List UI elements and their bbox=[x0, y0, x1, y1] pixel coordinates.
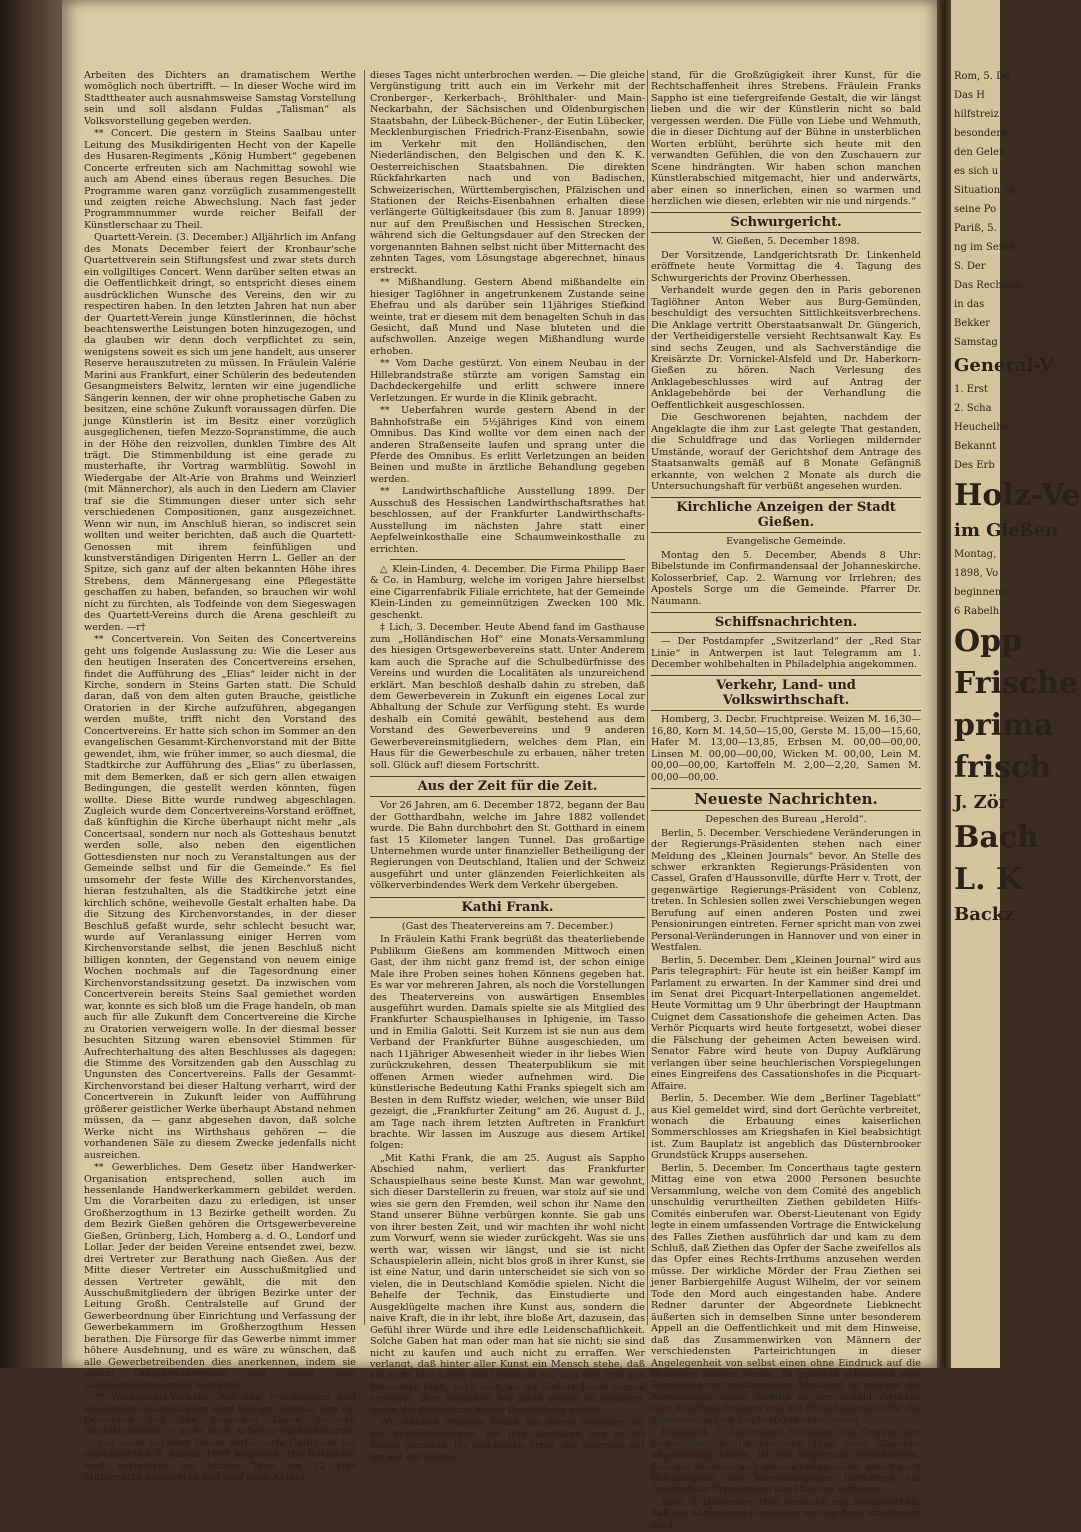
adjacent-page-line: seine Po bbox=[954, 204, 997, 215]
adjacent-page-line: es sich u bbox=[954, 166, 999, 177]
adjacent-page-line: Bekannt bbox=[954, 441, 997, 452]
section-heading-schwurgericht: Schwurgericht. bbox=[651, 212, 921, 233]
adjacent-page-line: Situation zu bbox=[954, 185, 1016, 196]
adjacent-page-line: General-V bbox=[954, 355, 1054, 376]
adjacent-page-line: Heuchelhe bbox=[954, 422, 1009, 433]
article-kathi-frank-2: „Mit Kathi Frank, die am 25. August als Sappho Abschied nahm, verliert das Frankfurter Schauspielhaus seine beste Kunst. Man war gewohnt, sich dieser Darstellerin zu freuen, war stolz auf sie und wies sie gern den Fremden, weil schon ihr Name den Stand unserer Bühne verbürgen konnte. Sie gab uns von ihrer besten Zeit, und wir machten ihr wohl nicht zum Vorwurf, wenn sie wieder zurückgeht. Was sie uns werth war, wissen wir längst, und sie ist nicht Schauspielerin allein, nicht blos groß in ihrer Kunst, sie ist eine Natur, und darin unterscheidet sie sich von so vielen, die in Deutschland Komödie spielen. Nicht die Behelfe der Technik, das Einstudierte und Ausgeklügelte machen ihre Kunst aus, sondern die naive Kraft, die in ihr lebt, ihre bloße Art, dazusein, das Gefühl ihrer Würde und ihre edle Leidenschaftlichkeit. Solche Gaben hat man oder man hat sie nicht; sie sind nicht zu kaufen und auch nicht zu erraffen. Wer verlangt, daß hinter aller Kunst ein Mensch stehe, daß sie nicht blos Larve und Grimasse sei, und wer froh den Menschen fühlt, auch dort, wo die äußere Kunst einmal versagte, dem brauchen wir nicht weiter zu erklären, worin die Bedeutung dieser Darstellerin gipfelt. bbox=[370, 1152, 645, 1416]
article-news-4: Berlin, 5. December. Im Concerthaus tagte gestern Mittag eine von etwa 2000 Personen besuchte Versammlung, welche von dem Comité des angeblich unschuldig verurtheilten Ziethen gebildeten Hilfs-Comités einberufen war. Oberst-Lieutenant von Egidy legte in einem umfassenden Vortrage die Entwickelung des Falles Ziethen ausführlich dar und kam zu dem Schluß, daß Ziethen das Opfer der Sache zweifellos als das Opfer eines Rechts-Irrthums anzusehen werden müsse. Der wirkliche Mörder der Frau Ziethen sei jener Barbiergehilfe August Wilhelm, der vor seinem Tode den Mord auch eingestanden habe. Andere Redner darunter der Abgeordnete Liebknecht äußerten sich in demselben Sinne unter besonderem Appell an die Oeffentlichkeit und mit dem Hinweise, daß das Zusammenwirken von Männern der verschiedensten Parteirichtungen in dieser Angelegenheit von selbst einen ohne Eindruck auf die Behörden bleiben werde. Es gelangte schließlich eine Resolution zur einstimmigen Annahme, in welcher die Anwesenden ihrem Zweifel an der Schuld Ziethens zum Ausdruck bringen und mit Entschiedenheit für die Wiederaufnahme des Verfahrens eintreten. bbox=[651, 1162, 921, 1426]
article-continuation: dieses Tages nicht unterbrochen werden. — Die gleiche Vergünstigung tritt auch ein im Verkehr mit der Cronberger-, Kerkerbach-, Bröhlthaler- und Main-Neckarbahn, der Sächsischen und Oldenburgischen Staatsbahn, der Lübeck-Büchener-, der Eutin Lübecker, Mecklenburgischen Friedrich-Franz-Eisenbahn, sowie im Verkehr mit den Holländischen, den Niederländischen, den Belgischen und den K. K. Oesterreichischen Staatsbahnen. Die direkten Rückfahrkarten nach und von Badischen, Schweizerischen, Württembergischen, Pfälzischen und Stationen der Reichs-Eisenbahnen erhalten diese verlängerte Gültigkeitsdauer (bis zum 8. Januar 1899) nur auf den Preußischen und Hessischen Strecken, während sich die Geltungsdauer auf den Strecken der vorgenannten Bahnen selbst nicht über Mitternacht des zehnten Tages, vom Lösungstage abgerechnet, hinaus erstreckt. bbox=[370, 70, 645, 276]
adjacent-page-line: 1. Erst bbox=[954, 384, 988, 395]
divider bbox=[390, 559, 625, 560]
section-heading-kathi-frank: Kathi Frank. bbox=[370, 897, 645, 918]
article-schwurgericht-2: Verhandelt wurde gegen den in Paris geborenen Taglöhner Anton Weber aus Burg-Gemünden, beschuldigt des versuchten Sittlichkeitsverbrechens. Die Anklage vertritt Oberstaatsanwalt Dr. Güngerich, der Vertheidigerstelle versieht Rechtsanwalt Kay. Es sind sechs Zeugen, und als Sachverständige die Kreisärzte Dr. Vornickel-Alsfeld und Dr. Haberkorn-Gießen zu hören. Nach Verlesung des Anklagebeschlusses wird auf Antrag der Anklagebehörde bei der Verhandlung die Oeffentlichkeit ausgeschlossen. bbox=[651, 285, 921, 411]
adjacent-page-line: frisch bbox=[954, 750, 1052, 785]
article-gotthardbahn: Vor 26 Jahren, am 6. December 1872, begann der Bau der Gotthardbahn, welche im Jahre 1882 vollendet wurde. Die Bahn durchbohrt den St. Gotthard in einem fast 15 Kilometer langen Tunnel. Das großartige Unternehmen wurde unter finanzieller Betheiligung der Regierungen von Deutschland, Italien und der Schweiz ausgeführt und unter glänzenden Feierlichkeiten als völkerverbindendes Werk dem Verkehr übergeben. bbox=[370, 800, 645, 892]
column-2 bbox=[370, 70, 645, 1464]
article-ueberfahren: ** Ueberfahren wurde gestern Abend in der Bahnhofstraße ein 5½jähriges Kind von einem Omnibus. Das Kind wollte vor dem einen nach der anderen Straßenseite laufen und sprang unter die Pferde des Omnibus. Es erlitt Verletzungen an beiden Beinen und mußte in ärztliche Behandlung gegeben werden. bbox=[370, 405, 645, 485]
section-subheading: Evangelische Gemeinde. bbox=[726, 536, 846, 548]
adjacent-page-line: prima bbox=[954, 708, 1054, 743]
adjacent-page-line: 1898, Vo bbox=[954, 568, 999, 579]
column-3 bbox=[651, 70, 921, 1532]
article-schwurgericht-1: Der Vorsitzende, Landgerichtsrath Dr. Linkenheld eröffnete heute Vormittag die 4. Tagung des Schwurgerichts der Provinz Oberhessen. bbox=[651, 249, 921, 284]
adjacent-page-line: Das Rechnun bbox=[954, 280, 1022, 291]
adjacent-page-line: Frische bbox=[954, 666, 1079, 701]
adjacent-page-line: 6 Rabelh bbox=[954, 606, 1000, 617]
column-rule bbox=[364, 70, 365, 1325]
article-news-1: Berlin, 5. December. Verschiedene Veränderungen in der Regierungs-Präsidenten stehen nach einer Meldung des „Kleinen Journals“ bevor. An Stelle des schwer erkrankten Regierungs-Präsidenten von Cassel, Grafen d'Haussonville, dürfte Herr v. Trott, der gegenwärtige Regierungs-Präsident von Coblenz, treten. In Schlesien sollen zwei Verschiebungen wegen Berufung auf einen anderen Posten und zwei Pensionirungen eintreten. Ferner spricht man von zwei Personal-Veränderungen in Hannover und von einer in Westfalen. bbox=[651, 827, 921, 954]
article-schwurgericht-3: Die Geschworenen bejahten, nachdem der Angeklagte die ihm zur Last gelegte That gestanden, die Schuldfrage und das Vorliegen mildernder Umstände, worauf der Gerichtshof dem Antrage des Staatsanwalts gemäß auf 8 Monate Gefängniß erkannte, von welchen 2 Monate als durch die Untersuchungshaft für verbüßt angesehen wurden. bbox=[651, 412, 921, 492]
adjacent-page-fragment bbox=[951, 0, 1081, 1368]
adjacent-page-line: Das H bbox=[954, 90, 986, 101]
article-vom-dache: ** Vom Dache gestürzt. Von einem Neubau in der Hillebrandstraße stürzte am vorigen Samstag ein Dachdeckergehilfe und erlitt schwere innere Verletzungen. Er wurde in die Klinik gebracht. bbox=[370, 358, 645, 404]
adjacent-page-line: Samstag bbox=[954, 337, 998, 348]
adjacent-page-line: Bach bbox=[954, 820, 1039, 855]
article-misshandlung: ** Mißhandlung. Gestern Abend mißhandelte ein hiesiger Taglöhner in angetrunkenem Zustande seine Ehefrau und als darüber sein 11jähriges Stiefkind weinte, trat er diesem mit dem benagelten Schuh in das Gesicht, daß Mund und Nase bluteten und die aufschwollen. Anzeige wegen Mißhandlung wurde erhoben. bbox=[370, 277, 645, 357]
adjacent-page-line: in das bbox=[954, 299, 985, 310]
article-fruchtpreise: Homberg, 3. Decbr. Fruchtpreise. Weizen M. 16,30—16,80, Korn M. 14,50—15,00, Gerste M. 15,00—15,60, Hafer M. 13,00—13,85, Erbsen M. 00,00—00,00, Linsen M. 00,00—00,00, Wicken M. 00,00, Lein M. 00,00—00,00, Kartoffeln M. 2,00—2,20, Samen M. 00,00—00,00. bbox=[651, 714, 921, 783]
adjacent-page-line: L. K bbox=[954, 862, 1023, 897]
adjacent-page-line: den Geleit bbox=[954, 147, 1007, 158]
article-weihnachts-verkehr: ** Weihnachts-Verkehr. Auf den Preußischen und Hessischen Staatsbahnen wird den am Sonntag den 18. December und den folgenden Tagen gelösten Rückfahrkarten — nicht auch Arbeiter-Rückfahrkarten — von sonst kürzerer Dauer verlängerte Gültigkeit bis einschließlich 8. Januar 1899 beigelegt. Die Rückfahrt muß spätestens am letzten Tage um 12 Uhr Mitternacht angetreten und darf nach Ablauf bbox=[84, 1392, 356, 1484]
article-kathi-frank-1: In Fräulein Kathi Frank begrüßt das theaterliebende Publikum Gießens am kommenden Mittwoch einen Gast, der ihm nicht ganz fremd ist, der schon einige Male ihre Proben seines hohen Könnens gegeben hat. Es war vor mehreren Jahren, als noch die Vorstellungen des Theatervereins von auswärtigen Ensembles ausgeführt wurden. Damals spielte sie als Mitglied des Frankfurter Schauspielhauses in Iphigenie, im Tasso und in Emilia Galotti. Seit Kurzem ist sie nun aus dem Verband der Frankfurter Bühne ausgeschieden, um nach 11jähriger Abwesenheit wieder in ihr liebes Wien zurückzukehren, dessen Theaterpublikum sie mit offenen Armen wieder aufnehmen wird. Die künstlerische Bedeutung Kathi Franks spiegelt sich am Besten in dem Ruffstz wieder, welchen, wie unser Bild gezeigt, die „Frankfurter Zeitung“ am 26. August d. J., am Tage nach ihrem letzten Auftreten in Frankfurt brachte. Wir lassen im Auszuge aus diesem Artikel folgen: bbox=[370, 934, 645, 1152]
adjacent-page-line: Bekker bbox=[954, 318, 991, 329]
adjacent-page-line: S. Der bbox=[954, 261, 986, 272]
article-news-3: Berlin, 5. December. Wie dem „Berliner Tageblatt“ aus Kiel gemeldet wird, sind dort Gerüchte verbreitet, wonach die Erbauung eines kaiserlichen Sommerschlosses am Kriegshafen in Kiel beabsichtigt ist. Zum Bauplatz ist angeblich das Düsternbrooker Grundstück Krupps ausersehen. bbox=[651, 1093, 921, 1162]
adjacent-page-line: beginnend bbox=[954, 587, 1008, 598]
section-heading-schiffsnachrichten: Schiffsnachrichten. bbox=[651, 612, 921, 633]
adjacent-page-line: 2. Scha bbox=[954, 403, 992, 414]
adjacent-page-line: Opp bbox=[954, 624, 1023, 659]
section-heading-verkehr: Verkehr, Land- und Volkswirthschaft. bbox=[651, 675, 921, 711]
article-concertverein: ** Concertverein. Von Seiten des Concertvereins geht uns folgende Auslassung zu: Wie die Leser aus den heutigen Inseraten des Concertvereins ersehen, findet die Aufführung des „Elias“ leider nicht in der Kirche, sondern in Steins Garten statt. Die Schuld daran, daß von dem alten guten Brauche, geistliche Oratorien in der Kirche aufzuführen, abgegangen werden mußte, trifft nicht den Vorstand des Concertvereins. Er hatte sich schon im Sommer an den evangelischen Gesammt-Kirchenvorstand mit der Bitte gewendet, ihm, wie früher immer, so auch diesmal, die Stadtkirche zur Aufführung des „Elias“ zu überlassen, mit dem Bemerken, daß er sich gern allen etwaigen Bedingungen, die gestellt werden könnten, fügen wollte. Diese Bitte wurde rundweg abgeschlagen. Zugleich wurde dem Concertvereins-Vorstand eröffnet, daß künftighin die Kirche überhaupt nicht mehr „als Concertsaal, sondern nur noch als Gotteshaus benutzt werden solle, also neben den eigentlichen Gottesdiensten nur noch zu Veranstaltungen aus der Gemeinde selbst und für die Gemeinde.“ Es fiel umsomehr der feste Wille des Kirchenvorstandes, hieran festzuhalten, als die Stadtkirche jetzt eine kirchlich schöne, weihevolle Gestalt erhalten habe. Da die Sitzung des Kirchenvorstandes, in der dieser Beschluß gefaßt wurde, sehr schlecht besucht war, wurde auf Veranlassung einiger Herren vom Kirchenvorstande selbst, die jenen Beschluß nicht billigen konnten, der Gegenstand von neuem einige Wochen nochmals auf die Tagesordnung einer Kirchenvorstandssitzung gesetzt. Da inzwischen vom Concertverein bereits Steins Saal gemiethet worden war, konnte es sich bloß um die Frage handeln, ob man auch für alle Zukunft dem Concertvereine die Kirche zu Oratorien verweigern wolle. In der diesmal besser besuchten Sitzung waren ebensoviel Stimmen für Aufrechterhaltung des alten Beschlusses als dagegen; die Stimme des Vorsitzenden gab den Ausschlag zu Ungunsten des Concertvereins. Falls der Gesammt-Kirchenvorstand bei dieser Haltung verharrt, wird der Concertverein in Zukunft leider von Aufführung größerer geistlicher Werke überhaupt Abstand nehmen müssen, da — ganz abgesehen davon, daß solche Werke nicht ins Wirthshaus gehören — die vorhandenen Säle zu diesem Zwecke jedenfalls nicht ausreichen. bbox=[84, 634, 356, 1161]
article-kirchliche-anzeigen: Montag den 5. December, Abends 8 Uhr: Bibelstunde im Confirmandensaal der Johanneskirche. Kolosserbrief, Cap. 2. Warnung vor Irrlehren; des Apostels Sorge um die Gemeinde. Pfarrer Dr. Naumann. bbox=[651, 549, 921, 607]
section-subheading: Depeschen des Bureau „Herold“. bbox=[705, 814, 867, 826]
adjacent-page-line: Rom, 5. De bbox=[954, 71, 1011, 82]
article-lich: ‡ Lich, 3. December. Heute Abend fand im Gasthause zum „Holländischen Hof“ eine Monats-Versammlung des hiesigen Ortsgewerbevereins statt. Unter Anderem kam auch die Sprache auf die Schulbedürfnisse des Vereins und wurden die Localitäten als unzureichend erklärt. Man beschloß deshalb dahin zu streben, daß dem Gewerbeverein in Zukunft ein eigenes Local zur Abhaltung der Schule zur Verfügung steht. Es wurde deshalb ein Comité gewählt, bestehend aus dem Vorstand des Gewerbevereins und 9 anderen Gewerbevereinsmitgliedern, welches dem Plan, ein Haus für die Gewerbeschule zu erbauen, näher treten soll. Glück auf! diesem Fortschritt. bbox=[370, 622, 645, 771]
adjacent-page-line: Montag, bbox=[954, 549, 997, 560]
adjacent-page-line: J. Zör bbox=[954, 792, 1009, 813]
adjacent-page-line: Des Erb bbox=[954, 460, 995, 471]
article-news-6: Rom, 5. December. Hier verlautet mit Bestimmtheit, daß die Abrüstungs-Conferenz erst im April stattfinden wird. bbox=[651, 1496, 921, 1531]
section-subheading: (Gast des Theatervereins am 7. December.) bbox=[401, 920, 614, 932]
article-news-2: Berlin, 5. December. Dem „Kleinen Journal“ wird aus Paris telegraphirt: Für heute ist ein heißer Kampf im Parlament zu erwarten. In der Kammer sind drei und im Senat drei Picquart-Interpellationen angemeldet. Heute Vormittag um 9 Uhr überbringt der Hauptmann Cuignet dem Cassationshofe die geheimen Acten. Das Verhör Picquarts wird heute fortgesetzt, wobei dieser die Fälschung der geheimen Acten beweisen wird. Senator Fabre wird heute von Dupuy Aufklärung verlangen über seine heuchlerischen Vorspiegelungen eines Eingreifens des Cassationshofes in die Picquart-Affaire. bbox=[651, 954, 921, 1092]
adjacent-page-text bbox=[951, 70, 1081, 926]
adjacent-page-line: im Gießen bbox=[954, 520, 1059, 541]
adjacent-page-line: ng im Senat bbox=[954, 242, 1016, 253]
section-heading-kirchliche-anzeigen: Kirchliche Anzeigen der Stadt Gießen. bbox=[651, 497, 921, 533]
article-news-5: Budapest, 5. December. Nachdem die Organe der Opposition für die nächsten Tage neue Skandale angekündigt haben, ist die Regierung entschlossen, falls die Meldung sich bewahrheiten sollte, sofort nach Bekanntgabe der Vereinbarungen betreffend ein Indemnitäts Provisorium das Haus zu vertagen. bbox=[651, 1427, 921, 1496]
article-landwirthschaft: ** Landwirthschaftliche Ausstellung 1899. Der Ausschuß des Hessischen Landwirthschaftsrathes hat beschlossen, auf der Frankfurter Landwirthschafts-Ausstellung im nächsten Jahre statt einer Aepfelweinkosthalle eine Schaumweinkosthalle zu errichten. bbox=[370, 486, 645, 555]
book-binding bbox=[0, 0, 62, 1368]
article-quartett-verein: Quartett-Verein. (3. December.) Alljährlich im Anfang des Monats December feiert der Kronbaur'sche Quartettverein sein Stiftungsfest und zwar stets durch ein vollgiltiges Concert. Wenn darüber selten etwas an die Oeffentlichkeit dringt, so entspricht dieses einem ausdrücklichen Wunsche des Vereins, den wir zu respectiren haben. In den letzten Jahren hat nun aber der Quartett-Verein junge Künstlerinnen, die höchst beachtenswerthe Leistungen boten hinzugezogen, und da glauben wir denn doch verpflichtet zu sein, wenigstens soweit es sich um jene handelt, aus unserer Reserve herauszutreten zu müssen. In Fräulein Valérie Marini aus Frankfurt, einer Schülerin des bedeutenden Gesangmeisters Belwitz, lernten wir eine jugendliche Sängerin kennen, der wir ohne prophetische Gaben zu besitzen, eine schöne Zukunft voraussagen dürfen. Die junge Künstlerin ist im Besitz einer vorzüglich ausgeglichenen, tiefen Mezzo-Sopranstimme, die auch in der Höhe den reizvollen, dunklen Timbre des Alt trägt. Die Stimmenbildung ist eine gerade zu musterhafte, ihr Vortrag warmblütig. Sowohl in Wiedergabe der Alt-Arie von Brahms und Weinzierl (mit Männerchor), als auch in den Liedern am Clavier traf sie die Stimmungen dieser unter sich sehr verschiedenen Compositionen, ganz ausgezeichnet. Wenn wir nun, im Anschluß hieran, so indiscret sein wollten und weiter berichten, daß auch die Quartett-Genossen mit ihrem feinfühligen und kunstverständigen Dirigenten Herrn L. Geller an der Spitze, sich ganz auf der alten bekannten Höhe ihres Strebens, dem Männergesang eine Pflegestätte geschaffen zu haben, befanden, so brauchen wir wohl nicht zu fürchten, als Todfeinde von dem Siegeswagen des Quartett-Vereins durch die Arena geschleift zu werden. —r† bbox=[84, 232, 356, 633]
adjacent-page-line: besondere bbox=[954, 128, 1007, 139]
article-gewerbliches: ** Gewerbliches. Dem Gesetz über Handwerker-Organisation entsprechend, sollen auch im hessenlande Handwerkerkammern gebildet werden. Um die Vorarbeiten dazu zu erledigen, ist unser Großherzogthum in 13 Bezirke getheilt worden. Zu dem Bezirk Gießen gehören die Ortsgewerbevereine Gießen, Grünberg, Lich, Homberg a. d. O., Londorf und Lollar. Jeder der beiden Vereine entsendet zwei, bezw. drei Vertreter zur Berathung nach Gießen. Aus der Mitte dieser Vertreter ein Ausschußmitglied und dessen Vertreter gewählt, die mit den Ausschußmitgliedern der übrigen Bezirke unter der Leitung Großh. Centralstelle auf Grund der Gewerbeordnung über Einrichtung und Verfassung der Gewerbekammern im Großherzogthum Hessen berathen. Die Fürsorge für das Gewerbe nimmt immer höhere Ausdehnung, und es wäre zu wünschen, daß alle Gewerbetreibenden dies anerkennen, indem sie einem Ortsgewerbeverein und damit dem Landesgewerbeverein beitreten. bbox=[84, 1162, 356, 1391]
article-schiffsnachrichten: — Der Postdampfer „Switzerland“ der „Red Star Linie“ in Antwerpen ist laut Telegramm am 1. December wohlbehalten in Philadelphia angekommen. bbox=[651, 636, 921, 671]
section-heading-aus-der-zeit: Aus der Zeit für die Zeit. bbox=[370, 776, 645, 797]
adjacent-page-line: Holz-Ve bbox=[954, 478, 1081, 513]
article-kathi-frank-3: Wir danken Fräulein Frank bei ihrem Scheiden für die Erschütterungen, die ihre Gestalten uns so oft fühlen gemacht, für den hohen Ernst, der jederzeit mit ihr auf der Bühne bbox=[370, 1417, 645, 1463]
article-continuation: stand, für die Großzügigkeit ihrer Kunst, für die Rechtschaffenheit ihres Strebens. Fräulein Franks Sappho ist eine tiefergreifende Gestalt, die wir längst lieben und die wir der Künstlerin nicht so bald vergessen werden. Die Fülle von Liebe und Wehmuth, die in dieser Dichtung auf der Bühne in unsterblichen Worten erblüht, berührte sich heute mit den verwandten Gefühlen, die von den Zuschauern zur Scene hindrängten. Wir haben schon manchen Künstlerabschied mitgemacht, hier und anderwärts, aber einen so innerlichen, einen so warmen und herzlichen wie diesen, erlebten wir nie und nirgends.“ bbox=[651, 70, 921, 207]
article-concert: ** Concert. Die gestern in Steins Saalbau unter Leitung des Musikdirigenten Hecht von der Kapelle des Husaren-Regiments „König Humbert“ gegebenen Concerte erfreuten sich am Nachmittag sowohl wie auch am Abend eines überaus regen Besuches. Die Programme waren ganz vorzüglich zusammengestellt und zeigten reiche Abwechslung. Nach fast jeder Programmnummer wurde reicher Beifall der Künstlerschaar zu Theil. bbox=[84, 128, 356, 231]
section-heading-neueste-nachrichten: Neueste Nachrichten. bbox=[651, 788, 921, 811]
column-rule bbox=[647, 70, 648, 1325]
section-subheading: W. Gießen, 5. December 1898. bbox=[712, 236, 860, 248]
column-1 bbox=[84, 70, 356, 1485]
adjacent-page-line: Backz bbox=[954, 904, 1015, 925]
article-klein-linden: △ Klein-Linden, 4. December. Die Firma Philipp Baer & Co. in Hamburg, welche im vorigen Jahre hierselbst eine Cigarrenfabrik Filiale errichtete, hat der Gemeinde Klein-Linden zu gemeinnützigen Zwecken 100 Mk. geschenkt. bbox=[370, 564, 645, 621]
page-gutter bbox=[937, 0, 951, 1368]
adjacent-page-line: Pariß, 5. bbox=[954, 223, 997, 234]
article-intro: Arbeiten des Dichters an dramatischem Werthe womöglich noch übertrifft. — In dieser Woche wird im Stadttheater auch ausnahmsweise Samstag Vorstellung sein und soll alsdann Fuldas „Talisman“ als Volksvorstellung gegeben werden. bbox=[84, 70, 356, 127]
adjacent-page-line: hilfstreiz bbox=[954, 109, 999, 120]
